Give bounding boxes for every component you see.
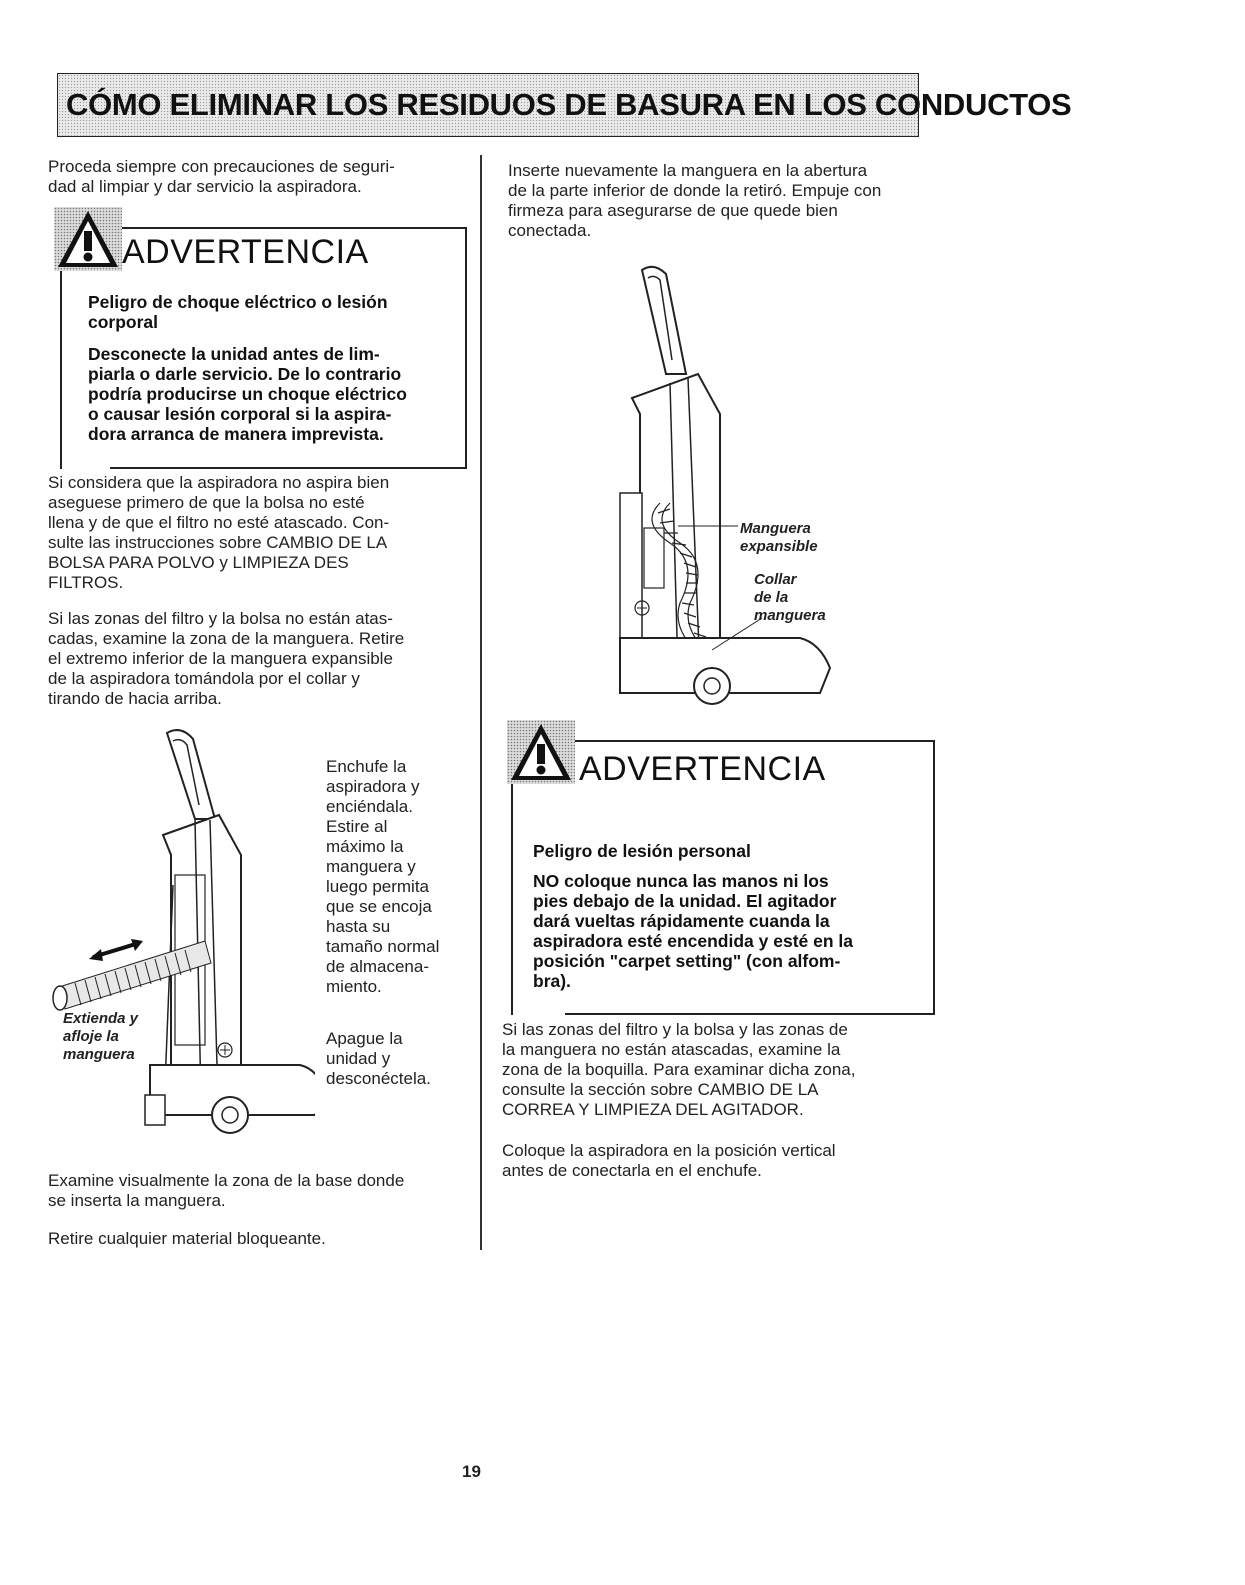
warning-title-electric: ADVERTENCIA: [122, 233, 369, 271]
right-paragraph-2: Coloque la aspiradora en la posición vertical antes de conectarla en el enchufe.: [502, 1141, 836, 1180]
page-title: CÓMO ELIMINAR LOS RESIDUOS DE BASURA EN LOS CONDUCTOS: [66, 87, 1072, 122]
label-extend-hose: Extienda y afloje la manguera: [63, 1010, 139, 1063]
left-paragraph-1: Si considera que la aspiradora no aspira bien aseguese primero de que la bolsa no esté llena y de que el filtro no esté atascado. Con- sulte las instrucciones sobre CAMBIO DE LA BOLSA PARA POLVO y LIMPIEZA DES FILTROS.: [48, 473, 390, 592]
warning-box-personal: [505, 720, 935, 1015]
label-hose-collar: Collar de la manguera: [754, 571, 826, 624]
warning-body-personal: NO coloque nunca las manos ni los pies debajo de la unidad. El agitador dará vueltas rápidamente cuanda la aspiradora esté encendida y esté en la posición "carpet setting" (con alfom- bra).: [533, 871, 854, 991]
left-side-text-1: Enchufe la aspiradora y enciéndala. Estire al máximo la manguera y luego permita que se encoja hasta su tamaño normal de almacena- miento.: [326, 757, 440, 996]
left-paragraph-3: Examine visualmente la zona de la base donde se inserta la manguera.: [48, 1171, 405, 1210]
right-intro-text: Inserte nuevamente la manguera en la abertura de la parte inferior de donde la retiró. Empuje con firmeza para asegurarse de que quede bien conectada.: [508, 161, 882, 240]
label-expandable-hose: Manguera expansible: [740, 520, 818, 555]
warning-title-personal: ADVERTENCIA: [579, 750, 826, 788]
right-paragraph-1: Si las zonas del filtro y la bolsa y las zonas de la manguera no están atascadas, examine la zona de la boquilla. Para examinar dicha zona, consulte la sección sobre CAMBIO DE LA CORREA Y LIMPIEZA DEL AGITADOR.: [502, 1020, 856, 1119]
warning-triangle-icon: [507, 720, 575, 782]
left-paragraph-4: Retire cualquier material bloqueante.: [48, 1229, 326, 1248]
column-divider: [480, 155, 482, 1250]
title-banner: [57, 73, 1072, 137]
warning-heading-personal: Peligro de lesión personal: [533, 841, 751, 861]
vacuum-hose-extended-illustration: [45, 725, 315, 1145]
warning-box-electric: [50, 207, 470, 469]
warning-body-electric: Desconecte la unidad antes de lim- piarla o darle servicio. De lo contrario podría producirse un choque eléctrico o causar lesión corporal si la aspira- dora arranca de manera imprevista.: [88, 344, 407, 444]
left-paragraph-2: Si las zonas del filtro y la bolsa no están atas- cadas, examine la zona de la manguera. Retire el extremo inferior de la manguera expansible de la aspiradora tomándola por el collar y tirando de hacia arriba.: [48, 609, 405, 708]
warning-triangle-icon: [54, 207, 122, 269]
left-intro-text: Proceda siempre con precauciones de seguri- dad al limpiar y dar servicio la aspiradora.: [48, 157, 395, 196]
warning-heading-electric: Peligro de choque eléctrico o lesión corporal: [88, 292, 388, 332]
vacuum-hose-collar-illustration: [600, 258, 860, 708]
page-number: 19: [462, 1462, 481, 1481]
left-side-text-2: Apague la unidad y desconéctela.: [326, 1029, 431, 1088]
